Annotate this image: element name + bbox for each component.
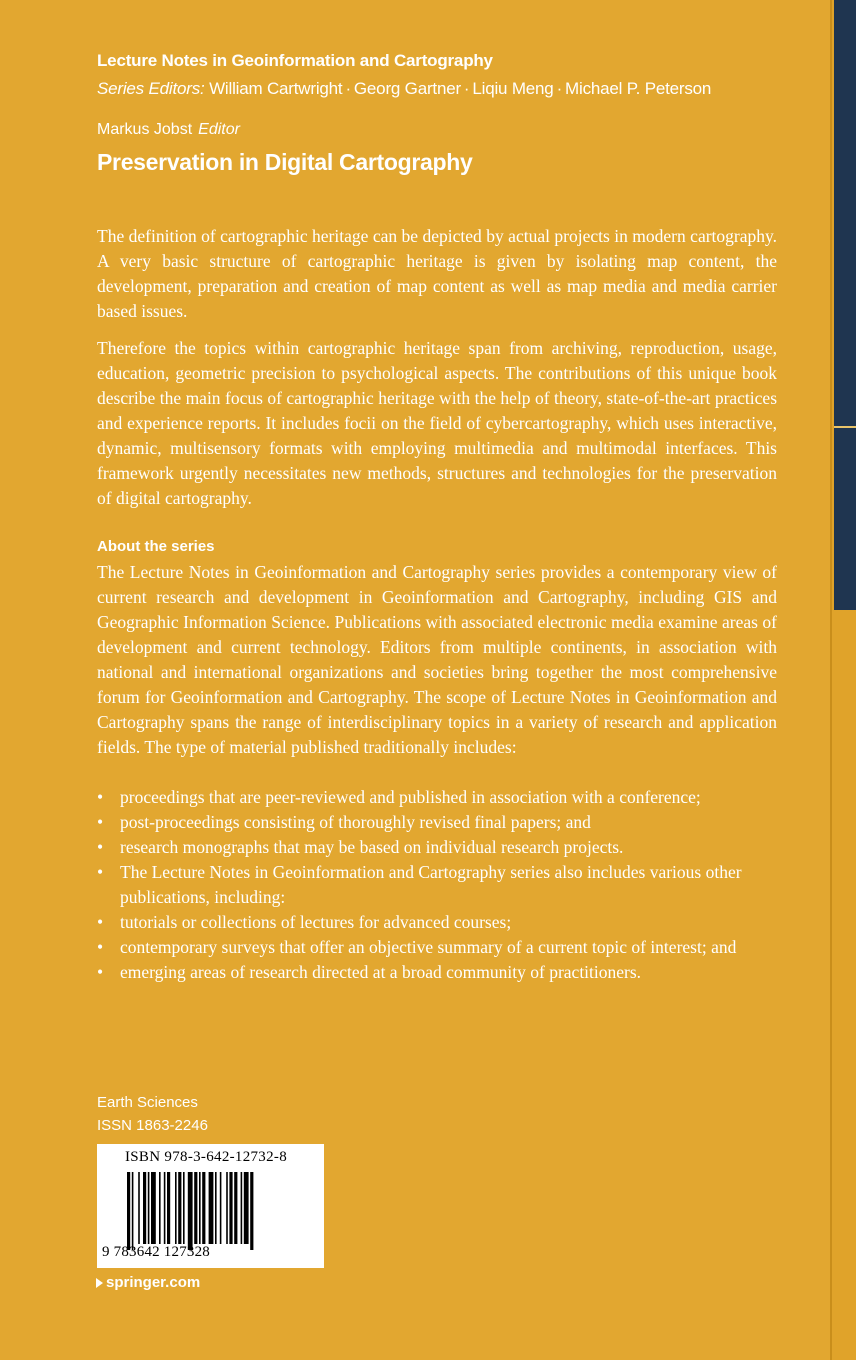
separator: ·: [463, 79, 470, 98]
series-editors: [97, 79, 711, 99]
series-editor: William Cartwright: [209, 79, 343, 98]
barcode-bar: [234, 1172, 237, 1244]
barcode-digits: 9 783642 127328: [102, 1244, 210, 1260]
about-series-heading: About the series: [97, 538, 215, 555]
bullet: •: [97, 787, 104, 807]
author-role: Editor: [198, 121, 240, 138]
bullet: •: [97, 812, 104, 832]
bullet: •: [97, 962, 104, 982]
series-editor: Michael P. Peterson: [565, 79, 712, 98]
list-item-text: The Lecture Notes in Geoinformation and Cartography series also includes various other publications, including:: [120, 862, 742, 907]
bullet: •: [97, 837, 104, 857]
barcode-bar: [250, 1172, 253, 1250]
barcode-bar: [194, 1172, 197, 1244]
separator: ·: [345, 79, 351, 98]
barcode-bar: [127, 1172, 130, 1250]
series-editor: Liqiu Meng: [472, 79, 554, 98]
separator: ·: [556, 79, 563, 98]
about-series-text: The Lecture Notes in Geoinformation and Cartography series provides a contemporary view of current research and development in Geoinformation and Cartography, including GIS and Geographic Information Science. Publications with associated electronic media examine areas of development and current technology. Editors from multiple continents, in association with national and international organizations and societies bring together the most comprehensive forum for Geoinformation and Cartography. The scope of Lecture Notes in Geoinformation and Cartography spans the range of interdisciplinary topics in a variety of research and application fields. The type of material published traditionally includes:: [97, 562, 777, 757]
arrow-right-icon: [96, 1278, 103, 1288]
isbn-label: ISBN 978-3-642-12732-8: [125, 1149, 288, 1165]
barcode-bar: [178, 1172, 181, 1244]
bullet: •: [97, 937, 104, 957]
spine-rule: [834, 426, 856, 428]
barcode-bar: [220, 1172, 222, 1244]
barcode-bar: [183, 1172, 185, 1244]
subject-category: Earth Sciences: [97, 1094, 198, 1111]
barcode-bar: [226, 1172, 228, 1244]
spine-dark-panel: [834, 0, 856, 610]
barcode-bar: [229, 1172, 232, 1244]
barcode-bar: [164, 1172, 166, 1244]
list-item: [97, 910, 777, 935]
barcode-bar: [244, 1172, 249, 1244]
barcode-bar: [159, 1172, 161, 1244]
list-item: [97, 935, 777, 960]
list-item-text: research monographs that may be based on individual research projects.: [120, 837, 624, 857]
barcode-bar: [241, 1172, 243, 1244]
series-bullet-list: [97, 785, 777, 985]
barcode-bar: [199, 1172, 201, 1244]
series-title: Lecture Notes in Geoinformation and Cartography: [97, 51, 493, 70]
book-author: [97, 121, 240, 139]
list-item-text: post-proceedings consisting of thoroughly revised final papers; and: [120, 812, 591, 832]
isbn-barcode: [97, 1144, 324, 1268]
barcode-bar: [215, 1172, 217, 1244]
list-item-text: tutorials or collections of lectures for advanced courses;: [120, 912, 512, 932]
description-paragraph-1: The definition of cartographic heritage can be depicted by actual projects in modern cartography. A very basic structure of cartographic heritage is given by isolating map content, the development, preparation and creation of map content as well as map media and media carrier based issues.: [97, 226, 777, 321]
barcode-bar: [151, 1172, 156, 1244]
list-item-text: emerging areas of research directed at a broad community of practitioners.: [120, 962, 642, 982]
barcode-bar: [132, 1172, 134, 1250]
list-item: [97, 960, 777, 985]
list-item: [97, 835, 777, 860]
author-name: Markus Jobst: [97, 121, 193, 138]
barcode-bar: [148, 1172, 150, 1244]
list-item-text: contemporary surveys that offer an objective summary of a current topic of interest; and: [120, 937, 737, 957]
bullet: •: [97, 912, 104, 932]
list-item: [97, 810, 777, 835]
barcode-bar: [143, 1172, 146, 1244]
book-title: Preservation in Digital Cartography: [97, 149, 473, 175]
website-text: springer.com: [106, 1274, 201, 1291]
bullet: •: [97, 862, 104, 882]
series-editor: Georg Gartner: [353, 79, 461, 98]
issn: ISSN 1863-2246: [97, 1117, 208, 1134]
barcode-bar: [202, 1172, 205, 1244]
list-item-text: proceedings that are peer-reviewed and published in association with a conference;: [120, 787, 701, 807]
barcode-bar: [175, 1172, 177, 1244]
barcode-bar: [167, 1172, 170, 1244]
barcode-bar: [209, 1172, 214, 1244]
publisher-website[interactable]: [96, 1274, 200, 1291]
description-paragraph-2: Therefore the topics within cartographic heritage span from archiving, reproduction, usage, education, geometric precision to psychological aspects. The contributions of this unique book describe the main focus of cartographic heritage with the help of theory, state-of-the-art practices and experience reports. It includes focii on the field of cybercartography, which uses interactive, dynamic, multisensory formats with employing multimedia and multimodal interfaces. This framework urgently necessitates new methods, structures and technologies for the preservation of digital cartography.: [97, 338, 777, 508]
barcode-bar: [138, 1172, 140, 1244]
series-editors-label: Series Editors:: [97, 79, 205, 98]
list-item: [97, 785, 777, 810]
list-item: [97, 860, 777, 910]
barcode-bar: [188, 1172, 193, 1250]
